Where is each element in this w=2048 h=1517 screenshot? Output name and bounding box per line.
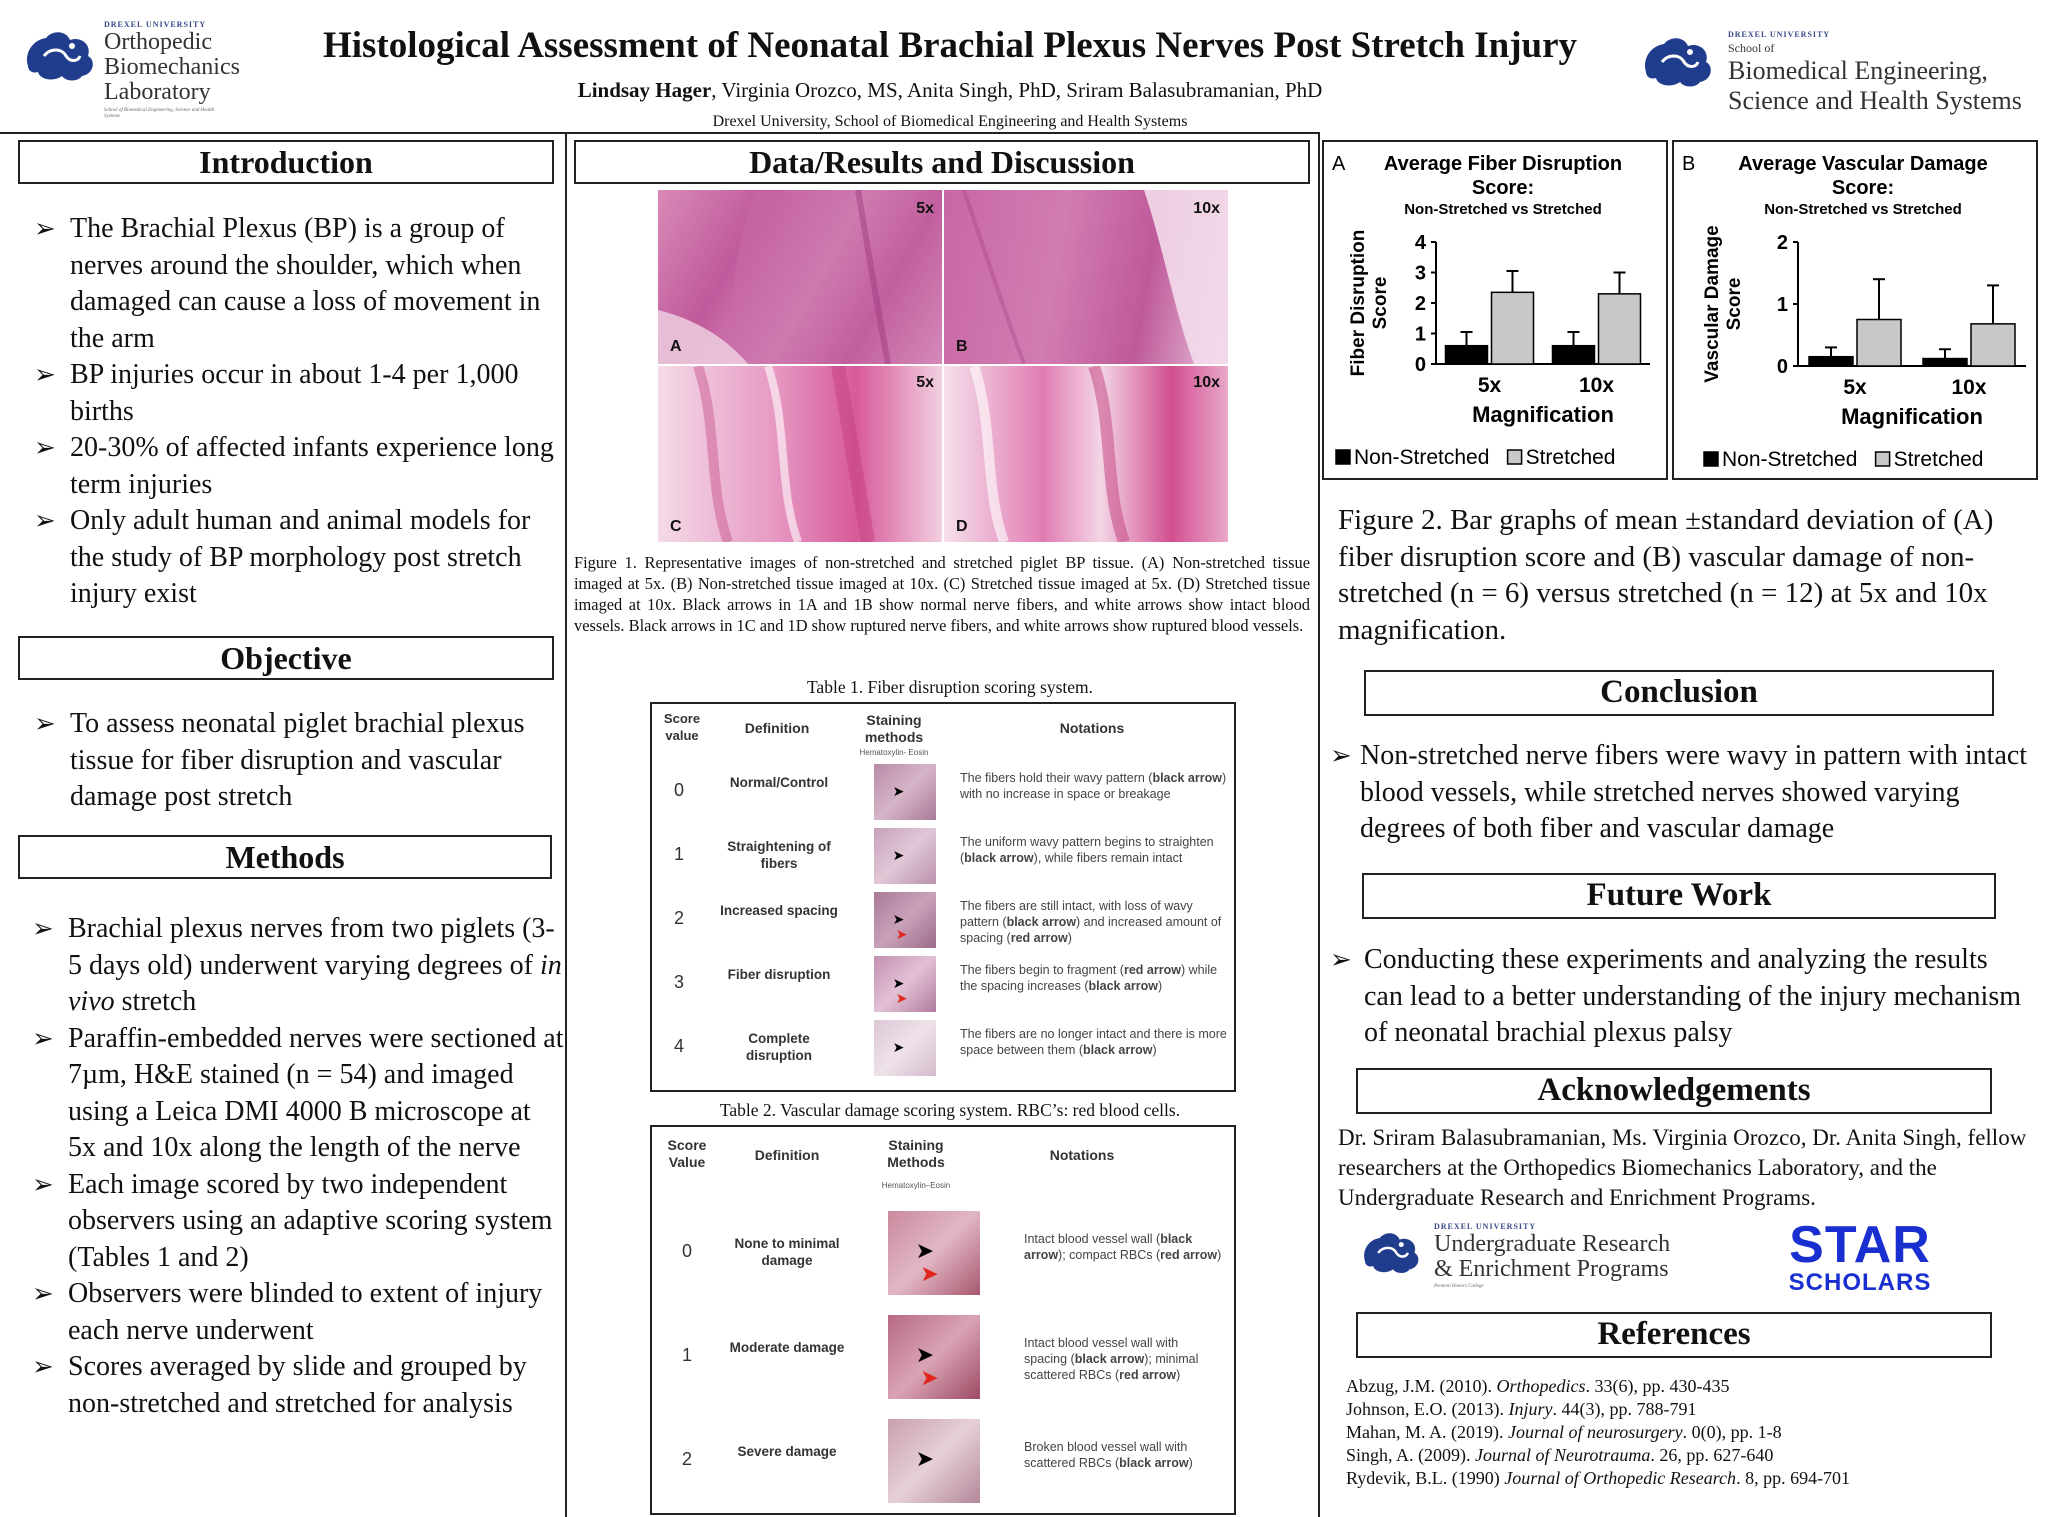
column-divider [1318, 132, 1320, 1517]
red-arrow-icon: ➤ [920, 1365, 939, 1391]
star-scholars-logo [1780, 1216, 1940, 1300]
score-value: 0 [681, 1241, 692, 1261]
y-tick-label: 1 [1414, 323, 1426, 346]
orthopedic-biomechanics-lab-logo [22, 18, 262, 128]
conclusion-list [1330, 738, 2030, 848]
biomedical-engineering-logo [1640, 28, 2030, 128]
figure1-caption: Figure 1. Representative images of non-stretched and stretched piglet BP tissue. (A) Non-stretched tissue imaged at 5x. (B) Non-stretched tissue imaged at 10x. (C) Stretched tissue imaged at 5x. (D) Stretched tissue imaged at 10x. Black arrows in 1A and 1B show normal nerve fibers, and white arrows show intact blood vessels. Black arrows in 1C and 1D show ruptured nerve fibers, and white arrows show ruptured blood vessels. [574, 553, 1310, 635]
score-value: 3 [673, 972, 684, 992]
logo-line: Science and Health Systems [1728, 86, 2022, 115]
tissue-texture [658, 190, 942, 364]
objective-heading: Objective [18, 636, 554, 680]
magnification-label: 5x [916, 374, 934, 391]
micrograph-panel-a [658, 190, 942, 364]
logo-line: & Enrichment Programs [1434, 1256, 1669, 1282]
reference-item: Mahan, M. A. (2019). Journal of neurosurgery. 0(0), pp. 1-8 [1346, 1422, 1782, 1442]
table1-fiber-disruption [650, 702, 1236, 1092]
chart-title: Average Vascular Damage [1738, 153, 1988, 175]
logo-line: Undergraduate Research [1434, 1231, 1671, 1257]
column-divider [565, 132, 567, 1517]
y-tick-label: 0 [1414, 354, 1426, 376]
conclusion-heading: Conclusion [1364, 670, 1994, 716]
black-arrow-icon: ➤ [892, 846, 905, 863]
bar-stretched [1599, 294, 1641, 364]
score-value: 0 [673, 780, 684, 800]
definition: Straightening of fibers [727, 839, 831, 871]
y-axis-label: Fiber Disruption [1348, 229, 1369, 377]
x-tick-label: 10x [1951, 376, 1987, 399]
micrograph-panel-d [944, 366, 1228, 542]
list-item: ➢ 20-30% of affected infants experience long term injuries [34, 430, 554, 503]
magnification-label: 5x [916, 200, 934, 217]
black-arrow-icon: ➤ [892, 1038, 905, 1055]
y-axis-label: Score [1370, 276, 1391, 330]
column-header: Staining methods [864, 712, 924, 745]
chart-title: Average Fiber Disruption [1383, 153, 1623, 175]
y-tick-label: 3 [1414, 262, 1426, 285]
column-header: Definition [744, 720, 810, 736]
list-item: ➢ Conducting these experiments and analyzing the results can lead to a better understanding of the injury mechanism of neonatal brachial plexus palsy [1330, 942, 2030, 1052]
score-value: 2 [681, 1449, 692, 1469]
y-tick-label: 1 [1776, 294, 1788, 316]
acknowledgements-text: Dr. Sriram Balasubramanian, Ms. Virginia Orozco, Dr. Anita Singh, fellow researchers at the Orthopedics Biomechanics Laboratory, and the Undergraduate Research and Enrichment Programs. [1338, 1125, 2027, 1210]
list-item: ➢ Non-stretched nerve fibers were wavy in pattern with intact blood vessels, while stretched nerves showed varying degrees of both fiber and vascular damage [1330, 738, 2030, 848]
logo-university-label: DREXEL UNIVERSITY [1434, 1222, 1537, 1231]
reference-item: Johnson, E.O. (2013). Injury. 44(3), pp. 788-791 [1346, 1399, 1697, 1419]
bar-stretched [1971, 324, 2015, 366]
chart-title: Score: [1831, 177, 1895, 199]
definition: Normal/Control [729, 775, 829, 790]
y-tick-label: 2 [1414, 293, 1426, 315]
introduction-heading: Introduction [18, 140, 554, 184]
list-item: ➢ Each image scored by two independent observers using an adaptive scoring system (Tables 1 and 2) [32, 1167, 564, 1277]
table-row [652, 760, 1234, 824]
reference-item: Abzug, J.M. (2010). Orthopedics. 33(6), pp. 430-435 [1346, 1376, 1730, 1396]
table-row [652, 1305, 1234, 1409]
legend-swatch [1508, 450, 1522, 464]
drexel-dragon-icon [22, 26, 102, 84]
methods-list [32, 911, 564, 1422]
red-arrow-icon: ➤ [895, 989, 908, 1006]
references-list [1346, 1375, 2036, 1490]
results-heading: Data/Results and Discussion [574, 140, 1310, 184]
y-axis-label: Vascular Damage [1702, 225, 1723, 383]
tissue-texture [658, 366, 942, 542]
list-item: ➢ Scores averaged by slide and grouped by non-stretched and stretched for analysis [32, 1349, 564, 1422]
notation: The fibers hold their wavy pattern (black arrow) with no increase in space or breakage [960, 771, 1227, 801]
y-tick-label: 2 [1776, 232, 1788, 254]
red-arrow-icon: ➤ [895, 925, 908, 942]
definition: Moderate damage [729, 1340, 845, 1355]
definition: Increased spacing [720, 903, 838, 918]
magnification-label: 10x [1193, 200, 1220, 217]
micrograph-panel-b [944, 190, 1228, 364]
panel-label: D [956, 518, 968, 535]
x-axis-label: Magnification [1472, 402, 1614, 427]
notation: The fibers are still intact, with loss of wavy pattern (black arrow) and increased amount of spacing (red arrow) [960, 899, 1222, 945]
introduction-list [34, 211, 554, 613]
table-row [652, 824, 1234, 888]
column-header: Score Value [667, 1137, 707, 1170]
black-arrow-icon: ➤ [915, 1342, 935, 1368]
future-work-list [1330, 942, 2030, 1052]
bar-non-stretched [1553, 346, 1595, 364]
stain-image [888, 1419, 980, 1503]
list-item: ➢ Brachial plexus nerves from two piglets (3-5 days old) underwent varying degrees of in vivo stretch [32, 911, 564, 1021]
notation: Intact blood vessel wall (black arrow); compact RBCs (red arrow) [1024, 1232, 1222, 1262]
stain-subheader: Hematoxylin- Eosin [859, 748, 929, 757]
bar-non-stretched [1809, 357, 1853, 366]
legend-label: Non-Stretched [1722, 448, 1858, 471]
table2-caption: Table 2. Vascular damage scoring system. RBC’s: red blood cells. [719, 1100, 1181, 1120]
legend-swatch [1336, 450, 1350, 464]
logo-university-label: DREXEL UNIVERSITY [104, 20, 207, 29]
logo-line: Orthopedic [104, 29, 212, 55]
table-row [652, 1201, 1234, 1305]
figure1-image-grid [658, 190, 1228, 542]
column-header: Staining Methods [887, 1137, 945, 1170]
methods-heading: Methods [18, 835, 552, 879]
drexel-dragon-icon [1360, 1228, 1426, 1276]
panel-label: C [670, 518, 682, 535]
affiliation: Drexel University, School of Biomedical Engineering and Health Systems [712, 113, 1188, 130]
black-arrow-icon: ➤ [915, 1238, 935, 1264]
column-header: Notations [1059, 720, 1125, 736]
panel-label: B [1682, 153, 1696, 175]
definition: Fiber disruption [727, 967, 831, 982]
y-tick-label: 4 [1414, 232, 1426, 254]
chart-b-svg [1674, 142, 2036, 478]
x-axis-label: Magnification [1841, 404, 1983, 429]
objective-list [34, 706, 534, 816]
table-row [652, 1016, 1234, 1080]
score-value: 1 [681, 1345, 692, 1365]
column-header: Score value [663, 711, 701, 743]
notation: The fibers are no longer intact and there is more space between them (black arrow) [960, 1027, 1227, 1057]
micrograph-panel-c [658, 366, 942, 542]
bar-stretched [1492, 292, 1534, 364]
reference-item: Singh, A. (2009). Journal of Neurotrauma. 26, pp. 627-640 [1346, 1445, 1774, 1465]
chart-a-fiber-disruption [1322, 140, 1668, 480]
logo-line: Biomedical Engineering, [1728, 56, 1988, 85]
table2-vascular-damage [650, 1125, 1236, 1515]
notation: Broken blood vessel wall with scattered RBCs (black arrow) [1024, 1440, 1193, 1470]
legend-swatch [1876, 452, 1890, 466]
black-arrow-icon: ➤ [892, 974, 905, 991]
chart-b-vascular-damage [1672, 140, 2038, 480]
bar-non-stretched [1923, 359, 1967, 366]
logo-line: SCHOLARS [1788, 1269, 1932, 1296]
stain-image [874, 1020, 936, 1076]
notation: The fibers begin to fragment (red arrow) while the spacing increases (black arrow) [960, 963, 1218, 993]
definition: None to minimal damage [734, 1236, 840, 1268]
list-item: ➢ Paraffin-embedded nerves were sectioned at 7µm, H&E stained (n = 54) and imaged using a Leica DMI 4000 B microscope at 5x and 10x along the length of the nerve [32, 1021, 564, 1167]
panel-label: A [670, 338, 682, 355]
logo-subtext: Pennoni Honors College [1434, 1284, 1484, 1289]
table-row [652, 1409, 1234, 1513]
reference-item: Rydevik, B.L. (1990) Journal of Orthopedic Research. 8, pp. 694-701 [1346, 1468, 1851, 1488]
stain-image [874, 956, 936, 1012]
black-arrow-icon: ➤ [892, 910, 905, 927]
score-value: 4 [673, 1036, 684, 1056]
chart-a-svg [1324, 142, 1666, 478]
table-row [652, 952, 1234, 1016]
bar-non-stretched [1446, 346, 1488, 364]
column-header: Notations [1049, 1147, 1115, 1163]
table1-caption: Table 1. Fiber disruption scoring system. [806, 677, 1094, 697]
legend-label: Non-Stretched [1354, 446, 1490, 469]
column-header: Definition [754, 1147, 820, 1163]
score-value: 2 [673, 908, 684, 928]
urep-logo [1360, 1222, 1690, 1296]
stain-image [888, 1211, 980, 1295]
divider [0, 132, 1318, 134]
y-tick-label: 0 [1776, 356, 1788, 378]
chart-subtitle: Non-Stretched vs Stretched [1404, 201, 1602, 218]
score-value: 1 [673, 844, 684, 864]
list-item: ➢ The Brachial Plexus (BP) is a group of nerves around the shoulder, which when damaged can cause a loss of movement in the arm [34, 211, 554, 357]
list-item: ➢ Only adult human and animal models for the study of BP morphology post stretch injury exist [34, 503, 554, 613]
chart-subtitle: Non-Stretched vs Stretched [1764, 201, 1962, 218]
logo-university-label: DREXEL UNIVERSITY [1728, 30, 1831, 39]
panel-label: A [1332, 153, 1346, 175]
definition: Severe damage [737, 1444, 837, 1459]
red-arrow-icon: ➤ [920, 1261, 939, 1287]
table-row [652, 888, 1234, 952]
future-work-heading: Future Work [1362, 873, 1996, 919]
x-tick-label: 5x [1477, 374, 1502, 397]
drexel-dragon-icon [1640, 32, 1720, 90]
stain-subheader: Hematoxylin–Eosin [881, 1181, 951, 1190]
stain-image [874, 892, 936, 948]
co-authors: , Virginia Orozco, MS, Anita Singh, PhD, Sriram Balasubramanian, PhD [711, 78, 1323, 102]
list-item: ➢ BP injuries occur in about 1-4 per 1,000 births [34, 357, 554, 430]
logo-line: Biomechanics [104, 54, 240, 80]
black-arrow-icon: ➤ [892, 782, 905, 799]
references-heading: References [1356, 1312, 1992, 1358]
bar-stretched [1857, 320, 1901, 367]
logo-subtext: School of Biomedical Engineering, Science and Health Systems [104, 108, 215, 119]
notation: Intact blood vessel wall with spacing (black arrow); minimal scattered RBCs (red arrow) [1024, 1336, 1199, 1382]
stain-image [888, 1315, 980, 1399]
legend-label: Stretched [1893, 448, 1984, 471]
list-item: ➢ To assess neonatal piglet brachial plexus tissue for fiber disruption and vascular damage post stretch [34, 706, 534, 816]
black-arrow-icon: ➤ [915, 1446, 935, 1472]
notation: The uniform wavy pattern begins to straighten (black arrow), while fibers remain intact [960, 835, 1214, 865]
tissue-texture [944, 366, 1228, 542]
poster-title: Histological Assessment of Neonatal Brachial Plexus Nerves Post Stretch Injury [322, 25, 1578, 66]
logo-line: STAR [1789, 1216, 1931, 1274]
lead-author: Lindsay Hager [577, 78, 712, 102]
x-tick-label: 10x [1578, 374, 1615, 397]
chart-title: Score: [1471, 177, 1535, 199]
stain-image [874, 764, 936, 820]
definition: Complete disruption [746, 1031, 812, 1063]
logo-line: Laboratory [104, 79, 211, 105]
legend-label: Stretched [1525, 446, 1616, 469]
logo-line: School of [1728, 41, 1775, 55]
panel-label: B [956, 338, 968, 355]
y-axis-label: Score [1724, 277, 1745, 331]
acknowledgements-heading: Acknowledgements [1356, 1068, 1992, 1114]
figure2-caption: Figure 2. Bar graphs of mean ±standard deviation of (A) fiber disruption score and (B) vascular damage of non-stretched (n = 6) versus stretched (n = 12) at 5x and 10x magnification. [1338, 504, 1994, 646]
magnification-label: 10x [1193, 374, 1220, 391]
legend-swatch [1704, 452, 1718, 466]
author-list [280, 78, 1620, 103]
tissue-texture [944, 190, 1228, 364]
x-tick-label: 5x [1843, 376, 1867, 399]
stain-image [874, 828, 936, 884]
list-item: ➢ Observers were blinded to extent of injury each nerve underwent [32, 1276, 564, 1349]
